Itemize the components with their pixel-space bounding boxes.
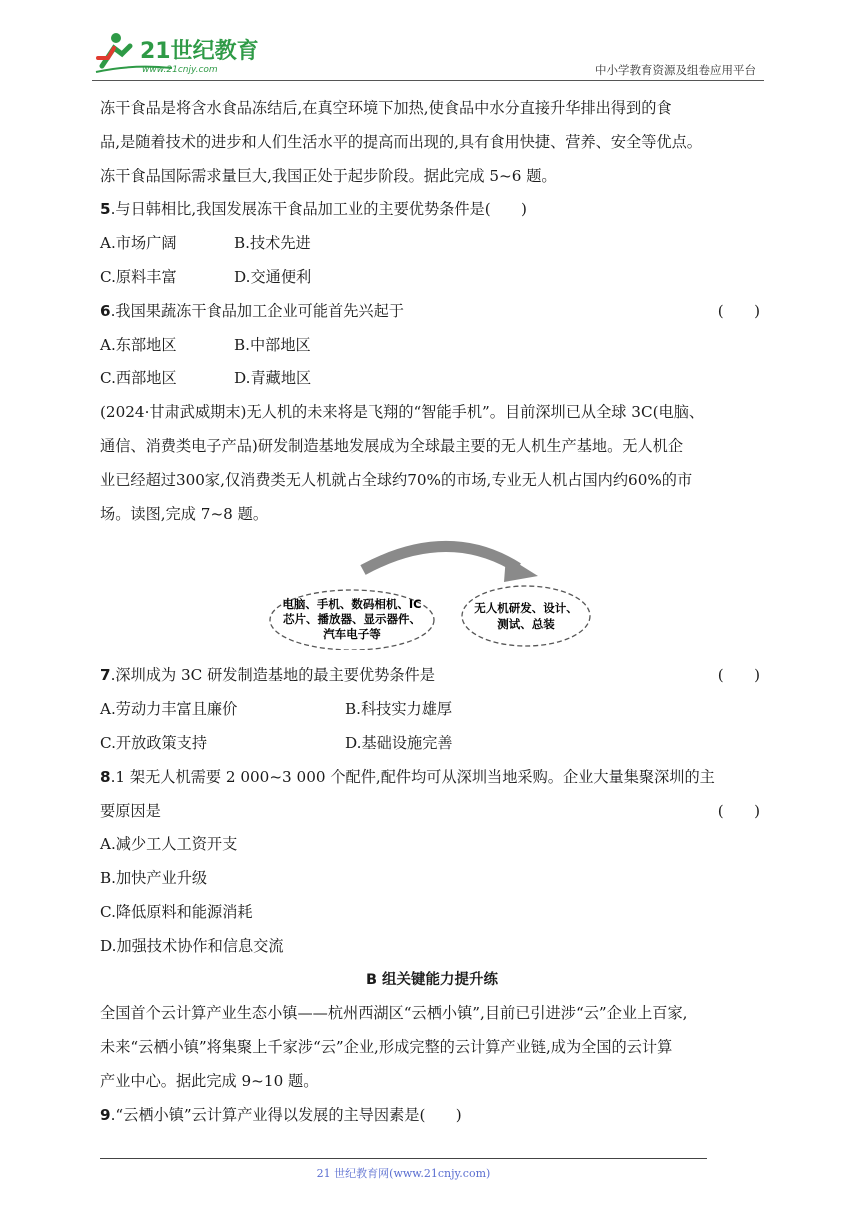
question-text: .我国果蔬冻干食品加工企业可能首先兴起于: [110, 301, 404, 320]
options-row: [100, 261, 764, 295]
question-8-cont: [100, 795, 764, 829]
answer-paren: ( ): [717, 801, 760, 820]
footer-divider: [100, 1158, 707, 1159]
passage-line: 冻干食品是将含水食品冻结后,在真空环境下加热,使食品中水分直接升华排出得到的食: [100, 99, 672, 117]
platform-name: 中小学教育资源及组卷应用平台: [595, 63, 756, 77]
option-a[interactable]: A.劳动力丰富且廉价: [100, 700, 238, 719]
option-a[interactable]: A.东部地区: [100, 335, 177, 354]
header-divider: [92, 80, 764, 81]
question-text: .深圳成为 3C 研发制造基地的最主要优势条件是: [110, 666, 435, 685]
left-label-line: 汽车电子等: [323, 627, 381, 641]
option-b[interactable]: B.科技实力雄厚: [345, 700, 453, 719]
passage-line: 通信、消费类电子产品)研发制造基地发展成为全球最主要的无人机生产基地。无人机企: [100, 436, 684, 455]
question-number: 5: [100, 200, 111, 219]
passage-line: 产业中心。据此完成 9~10 题。: [100, 1071, 319, 1090]
question-number: 7: [100, 666, 111, 685]
option-b[interactable]: B.中部地区: [234, 335, 311, 354]
left-label-line: 电脑、手机、数码相机、IC: [282, 597, 422, 611]
section-title: B 组关键能力提升练: [365, 971, 499, 988]
logo-text: 21世纪教育: [140, 39, 259, 64]
arrow-head-icon: [504, 556, 538, 582]
option-c[interactable]: C.开放政策支持: [100, 733, 208, 752]
footer-text: 21 世纪教育网(www.21cnjy.com): [316, 1167, 491, 1180]
passage-line: 未来“云栖小镇”将集聚上千家涉“云”企业,形成完整的云计算产业链,成为全国的云计算: [100, 1038, 673, 1057]
passage-line: 全国首个云计算产业生态小镇——杭州西湖区“云栖小镇”,目前已引进涉“云”企业上百家,: [100, 1004, 688, 1023]
logo-21cnjy: [92, 28, 262, 78]
curved-arrow-icon: [363, 546, 518, 570]
question-number: 9: [100, 1105, 111, 1124]
options-row: [100, 227, 764, 261]
question-9: [100, 1099, 764, 1133]
option-a[interactable]: A.市场广阔: [100, 234, 177, 253]
right-ellipse: [462, 586, 590, 646]
options-row: [100, 727, 764, 761]
options-row: [100, 329, 764, 363]
options-row: [100, 362, 764, 396]
option-c[interactable]: C.降低原料和能源消耗: [100, 902, 253, 921]
option-b[interactable]: B.加快产业升级: [100, 869, 208, 888]
logo-url: www.21cnjy.com: [142, 65, 218, 75]
option-c[interactable]: C.原料丰富: [100, 267, 177, 286]
question-number: 6: [100, 301, 111, 320]
options-row: [100, 693, 764, 727]
question-text: 要原因是: [100, 801, 161, 820]
passage-line: 冻干食品国际需求量巨大,我国正处于起步阶段。据此完成 5~6 题。: [100, 166, 557, 185]
option-a[interactable]: A.减少工人工资开支: [100, 835, 238, 854]
option-d[interactable]: D.基础设施完善: [345, 733, 453, 752]
right-label-line: 无人机研发、设计、: [474, 601, 578, 615]
question-number: 8: [100, 767, 111, 786]
option-d[interactable]: D.青藏地区: [234, 369, 312, 388]
question-7: [100, 659, 764, 693]
option-c[interactable]: C.西部地区: [100, 369, 177, 388]
option-d[interactable]: D.交通便利: [234, 267, 312, 286]
answer-paren: ( ): [717, 301, 760, 320]
question-5: [100, 193, 764, 227]
question-text: .1 架无人机需要 2 000~3 000 个配件,配件均可从深圳当地采购。企业大量集聚深圳的主: [110, 767, 715, 786]
industry-transfer-diagram: [268, 534, 598, 650]
question-6: [100, 295, 764, 329]
page-header: [92, 28, 764, 80]
option-b[interactable]: B.技术先进: [234, 234, 311, 253]
question-8: [100, 761, 764, 795]
left-label-line: 芯片、播放器、显示器件、: [283, 612, 421, 626]
passage-line: (2024·甘肃武威期末)无人机的未来将是飞翔的“智能手机”。目前深圳已从全球 3C(电脑、: [100, 403, 705, 422]
passage-line: 品,是随着技术的进步和人们生活水平的提高而出现的,具有食用快捷、营养、安全等优点。: [100, 132, 702, 151]
question-text: .“云栖小镇”云计算产业得以发展的主导因素是( ): [110, 1105, 462, 1124]
passage-line: 业已经超过300家,仅消费类无人机就占全球约70%的市场,专业无人机占国内约60%的市: [100, 470, 693, 489]
passage-line: 场。读图,完成 7~8 题。: [100, 504, 269, 523]
option-d[interactable]: D.加强技术协作和信息交流: [100, 936, 284, 955]
right-label-line: 测试、总装: [497, 617, 555, 631]
question-text: .与日韩相比,我国发展冻干食品加工业的主要优势条件是( ): [110, 200, 527, 219]
answer-paren: ( ): [717, 666, 760, 685]
